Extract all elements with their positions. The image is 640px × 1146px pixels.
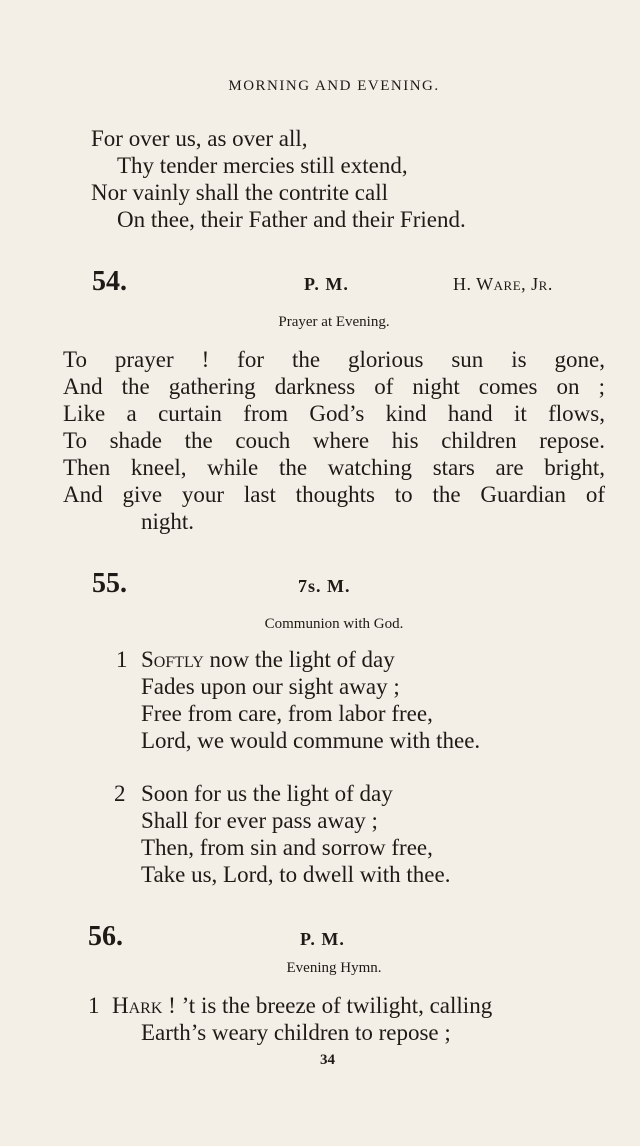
verse-line: Then kneel, while the watching stars are bright, — [63, 455, 605, 480]
carryover-line: Thy tender mercies still extend, — [117, 153, 408, 178]
hymn-meter: 7s. M. — [298, 576, 351, 596]
hymn-number: 56. — [88, 921, 123, 952]
stanza-number: 1 — [116, 647, 128, 672]
hymn-title: Evening Hymn. — [286, 960, 382, 976]
verse-line: Take us, Lord, to dwell with thee. — [141, 862, 451, 887]
hymn-meter: P. M. — [300, 929, 345, 949]
verse-line: To prayer ! for the glorious sun is gone, — [63, 347, 605, 372]
carryover-line: Nor vainly shall the contrite call — [91, 180, 388, 205]
verse-line: Free from care, from labor free, — [141, 701, 433, 726]
hymn-title: Communion with God. — [264, 616, 404, 632]
verse-line: Shall for ever pass away ; — [141, 808, 378, 833]
stanza-first-rest: now the light of day — [203, 647, 395, 672]
stanza-first-word: Softly — [141, 647, 204, 672]
stanza-first-word: Hark — [112, 993, 163, 1018]
hymn-number: 55. — [92, 568, 127, 599]
carryover-line: For over us, as over all, — [91, 126, 308, 151]
verse-line — [112, 992, 492, 1019]
verse-line: Lord, we would commune with thee. — [141, 728, 481, 753]
verse-line: And the gathering darkness of night comes on ; — [63, 374, 605, 399]
stanza-number: 1 — [88, 993, 100, 1018]
carryover-line: On thee, their Father and their Friend. — [117, 207, 466, 232]
verse-line — [141, 646, 395, 673]
hymn-number: 54. — [92, 266, 127, 297]
stanza-number: 2 — [114, 781, 126, 806]
verse-line: night. — [141, 509, 195, 534]
verse-line: Fades upon our sight away ; — [141, 674, 400, 699]
verse-line: Earth’s weary children to repose ; — [141, 1020, 451, 1045]
stanza-first-rest: ! ’t is the breeze of twilight, calling — [162, 993, 493, 1018]
hymn-title: Prayer at Evening. — [278, 314, 390, 330]
verse-line: Soon for us the light of day — [141, 781, 393, 806]
hymn-meter: P. M. — [304, 274, 349, 294]
hymn-author: H. Ware, Jr. — [453, 274, 553, 294]
verse-line: Then, from sin and sorrow free, — [141, 835, 433, 860]
running-head: MORNING AND EVENING. — [228, 78, 440, 94]
verse-line: To shade the couch where his children repose. — [63, 428, 605, 453]
verse-line: Like a curtain from God’s kind hand it flows, — [63, 401, 605, 426]
verse-line: And give your last thoughts to the Guardian of — [63, 482, 605, 507]
page-number: 34 — [320, 1052, 335, 1068]
